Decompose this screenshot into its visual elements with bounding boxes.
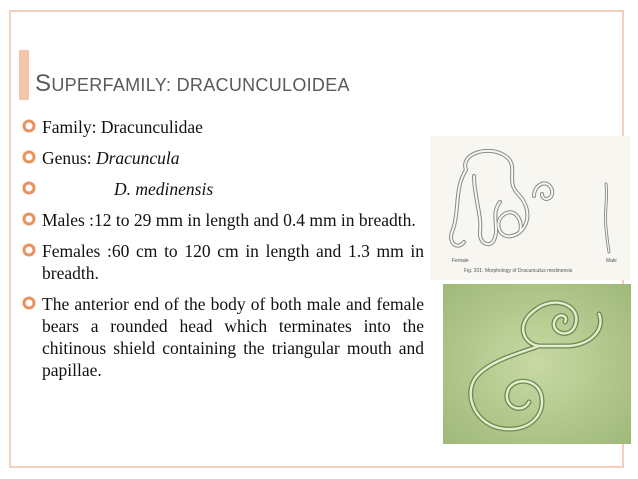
bullet-item: [22, 293, 424, 381]
worm-morphology-drawing: [430, 136, 630, 280]
bullet-text: Males :12 to 29 mm in length and 0.4 mm in breadth.: [42, 210, 416, 230]
bullet-item: [22, 209, 424, 231]
title-accent-bar: [19, 50, 29, 100]
bullet-text: Genus:: [42, 148, 96, 168]
bullet-ring-icon: [22, 296, 36, 310]
bullet-item: [22, 147, 424, 169]
title-part: DRACUNCULOIDEA: [176, 75, 350, 95]
title-part: :: [166, 75, 177, 95]
coiled-worm-photo: [443, 284, 631, 444]
bullet-text: Family: Dracunculidae: [42, 117, 203, 137]
bullet-ring-icon: [22, 181, 36, 195]
bullet-text: The anterior end of the body of both male and female bears a rounded head which terminates into the chitinous shield containing the triangular mouth and papillae.: [42, 294, 424, 380]
label-male: Male: [606, 258, 617, 264]
bullet-text-italic: D. medinensis: [114, 179, 214, 199]
slide-title: [35, 62, 350, 99]
bullet-text: Females :60 cm to 120 cm in length and 1.3 mm in breadth.: [42, 241, 424, 283]
bullet-item: [22, 178, 424, 200]
bullet-ring-icon: [22, 119, 36, 133]
bullet-item: [22, 240, 424, 284]
label-female: Female: [452, 258, 469, 264]
bullet-ring-icon: [22, 243, 36, 257]
figure-caption: Fig. 201: Morphology of Dracunculus medinensis: [464, 268, 573, 274]
bullet-item: [22, 116, 424, 138]
bullet-list: [22, 116, 424, 390]
female-worm-outline: [451, 151, 552, 246]
title-part: S: [35, 70, 52, 97]
bullet-ring-icon: [22, 150, 36, 164]
title-part: UPERFAMILY: [51, 75, 167, 95]
bullet-ring-icon: [22, 212, 36, 226]
bullet-text-italic: Dracuncula: [95, 148, 180, 168]
